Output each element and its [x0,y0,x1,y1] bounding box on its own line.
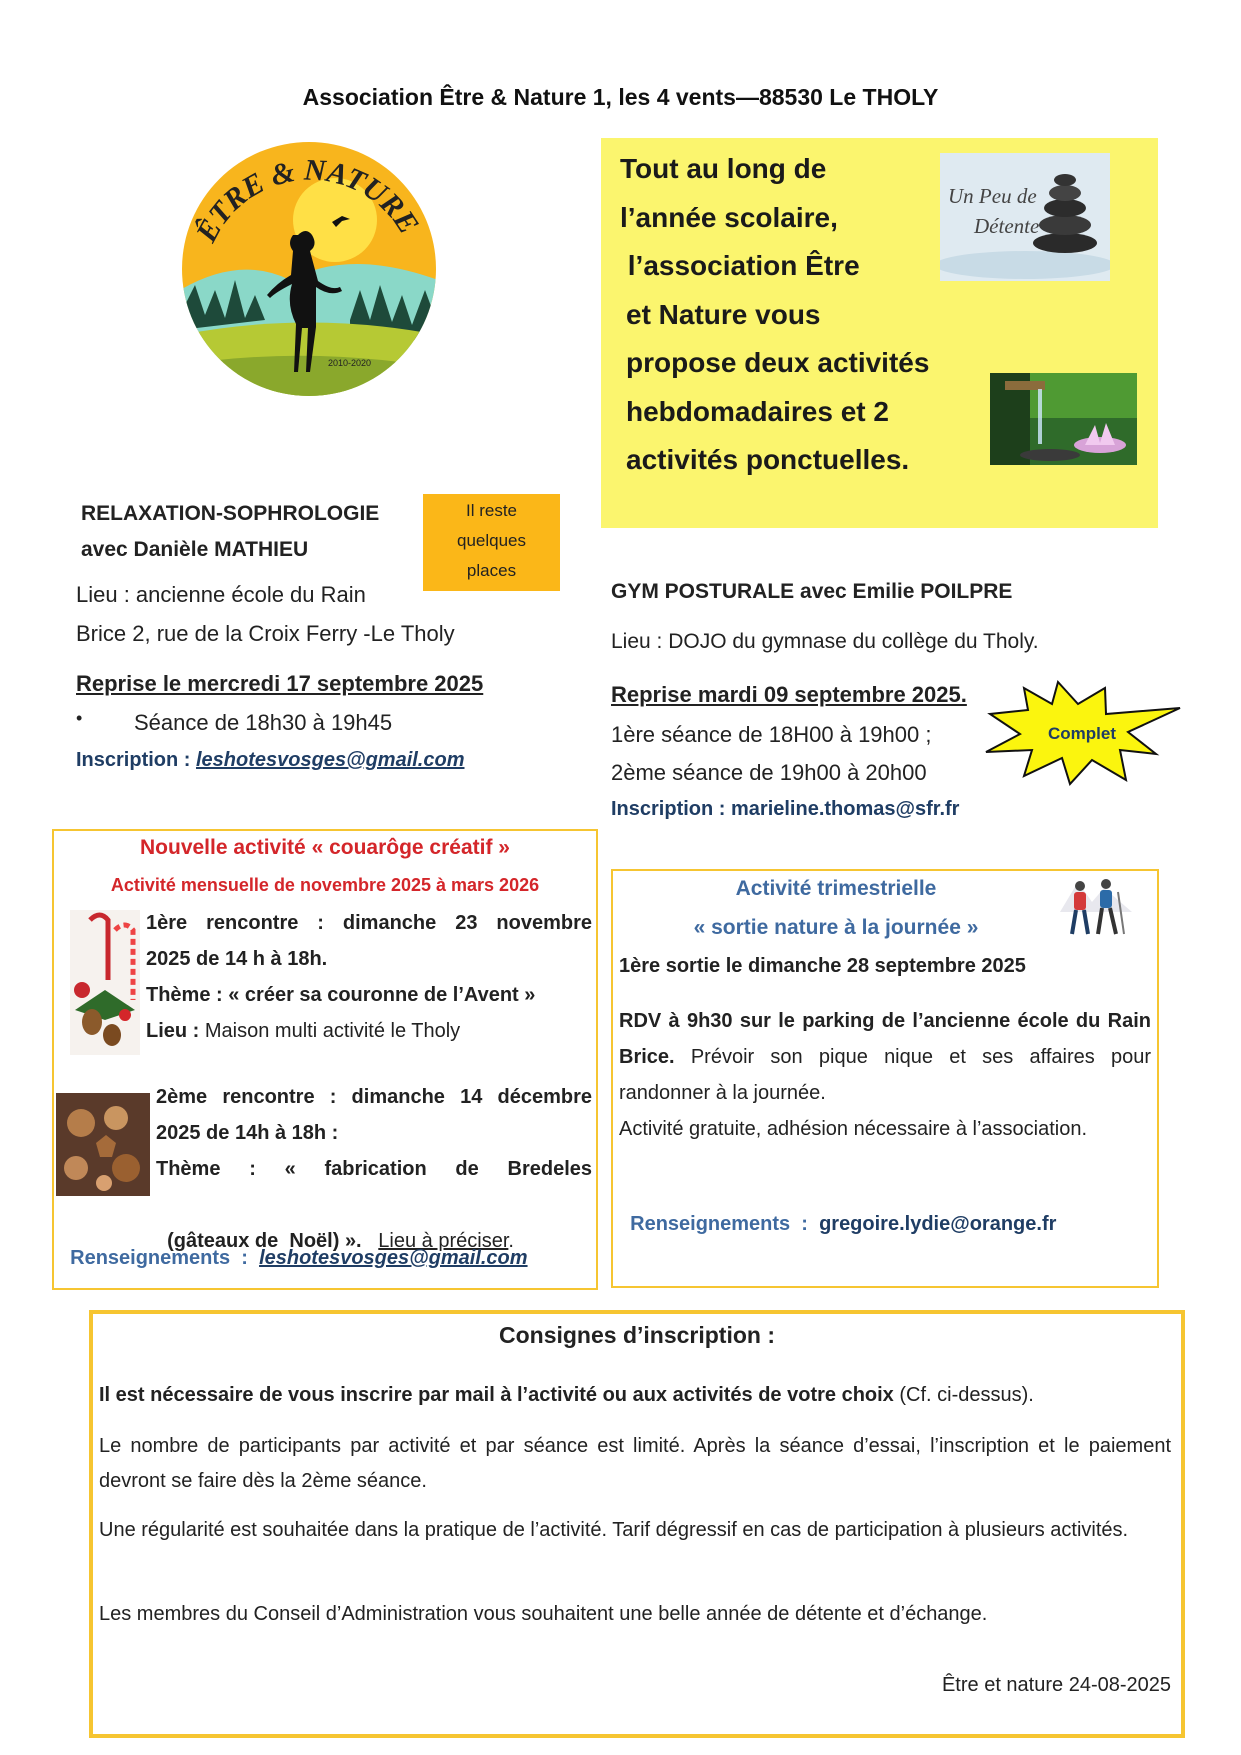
relax-reprise: Reprise le mercredi 17 septembre 2025 [76,671,484,696]
trimestrielle-date: 1ère sortie le dimanche 28 septembre 2025 [619,955,1026,977]
gym-reprise: Reprise mardi 09 septembre 2025. [611,682,967,707]
gym-seance-2: 2ème séance de 19h00 à 20h00 [611,760,927,785]
intro-line: propose deux activités [626,347,930,378]
trimestrielle-contact-label: Renseignements : [630,1213,820,1235]
consignes-p3: Une régularité est souhaitée dans la pratique de l’activité. Tarif dégressif en cas de participation à plusieurs activités. [99,1519,1129,1541]
stones-text-1: Un Peu de [948,184,1037,208]
lotus-waterfall-image [990,373,1137,465]
intro-line: activités ponctuelles. [626,444,910,475]
bredeles-image [56,1093,150,1196]
trimestrielle-title: Activité trimestrielle [735,877,937,900]
places-badge-line: quelques [456,531,526,550]
trimestrielle-email[interactable]: gregoire.lydie@orange.fr [819,1213,1057,1235]
bullet-icon: • [76,708,83,728]
r2-lieu-dot: . [508,1230,514,1252]
rdv-bold: RDV à 9h30 sur le parking de l’ancienne école du Rain Brice. [619,1010,1151,1068]
r1-lieu: Maison multi activité le Tholy [204,1020,461,1042]
stones-text-2: Détente [974,214,1040,238]
hikers-icon [1060,872,1132,940]
couaroge-contact-label: Renseignements : [70,1247,260,1269]
r2-theme: Thème : « fabrication de Bredeles [156,1158,592,1180]
r1-theme: Thème : « créer sa couronne de l’Avent » [146,984,536,1006]
couaroge-title: Nouvelle activité « couarôge créatif » [140,836,510,859]
consignes-p2: Le nombre de participants par activité et par séance est limité. Après la séance d’essai, l’inscription et le paiement devront se faire dès la 2ème séance. [99,1435,1171,1492]
relax-teacher: avec Danièle MATHIEU [81,538,309,561]
intro-line: l’association Être [620,250,860,281]
complet-burst [980,680,1185,788]
couaroge-subtitle: Activité mensuelle de novembre 2025 à mars 2026 [110,875,540,895]
relax-stones-image [940,153,1110,281]
couaroge-email-link[interactable]: leshotesvosges@gmail.com [259,1247,528,1269]
gym-seance-1: 1ère séance de 18H00 à 19h00 ; [611,722,932,747]
r1-lieu-label: Lieu : [146,1020,205,1042]
gym-lieu: Lieu : DOJO du gymnase du collège du Tholy. [611,630,1039,653]
rdv-rest: Prévoir son pique nique et ses affaires pour randonner à la journée. [619,1046,1151,1104]
christmas-decoration-image [70,910,140,1055]
intro-text [620,145,940,485]
relax-lieu-2: Brice 2, rue de la Croix Ferry -Le Tholy [76,621,455,646]
gym-inscription-label: Inscription : [611,798,731,820]
consignes-title: Consignes d’inscription : [498,1322,775,1348]
r1-line-2: 2025 de 14 h à 18h. [146,948,328,970]
trimestrielle-subtitle: « sortie nature à la journée » [693,916,979,939]
intro-line: l’année scolaire, [620,201,838,233]
gym-email[interactable]: marieline.thomas@sfr.fr [731,798,960,820]
logo-years: 2010-2020 [328,358,372,368]
relax-email-link[interactable]: leshotesvosges@gmail.com [196,749,465,771]
places-badge-line: places [466,561,517,580]
trimestrielle-gratuit: Activité gratuite, adhésion nécessaire à l’association. [619,1118,1088,1140]
consignes-p1-rest: (Cf. ci-dessus). [893,1384,1034,1406]
intro-line: Tout au long de [620,153,827,184]
consignes-p1-bold: Il est nécessaire de vous inscrire par mail à l’activité ou aux activités de votre choix [99,1384,894,1406]
complet-text: Complet [1048,724,1116,743]
r1-line-1: 1ère rencontre : dimanche 23 novembre [146,912,592,934]
signature: Être et nature 24-08-2025 [941,1674,1171,1696]
relax-seance: Séance de 18h30 à 19h45 [134,710,393,735]
places-badge-line: Il reste [465,501,518,520]
intro-line: hebdomadaires et 2 [626,395,889,427]
r2-line-1: 2ème rencontre : dimanche 14 décembre [156,1086,592,1108]
relax-inscription-label: Inscription : [76,749,196,771]
page-title: Association Être & Nature 1, les 4 vents—88530 Le THOLY [302,84,939,110]
places-badge [423,494,560,591]
gym-title: GYM POSTURALE avec Emilie POILPRE [611,580,1013,603]
intro-line: et Nature vous [626,298,821,330]
consignes-p4: Les membres du Conseil d’Administration vous souhaitent une belle année de détente et d’échange. [99,1603,988,1625]
r2-lieu: Lieu à préciser [378,1230,509,1252]
relax-title: RELAXATION-SOPHROLOGIE [81,502,380,525]
consignes-p1 [99,1378,1171,1413]
r2-line-2: 2025 de 14h à 18h : [156,1122,339,1144]
relax-lieu-1: Lieu : ancienne école du Rain [76,582,366,607]
trimestrielle-rdv [619,1003,1151,1111]
association-logo [180,140,438,398]
logo-text: ÊTRE & NATURE [189,153,426,248]
r2-theme-2: (gâteaux de Noël) ». [167,1230,362,1252]
